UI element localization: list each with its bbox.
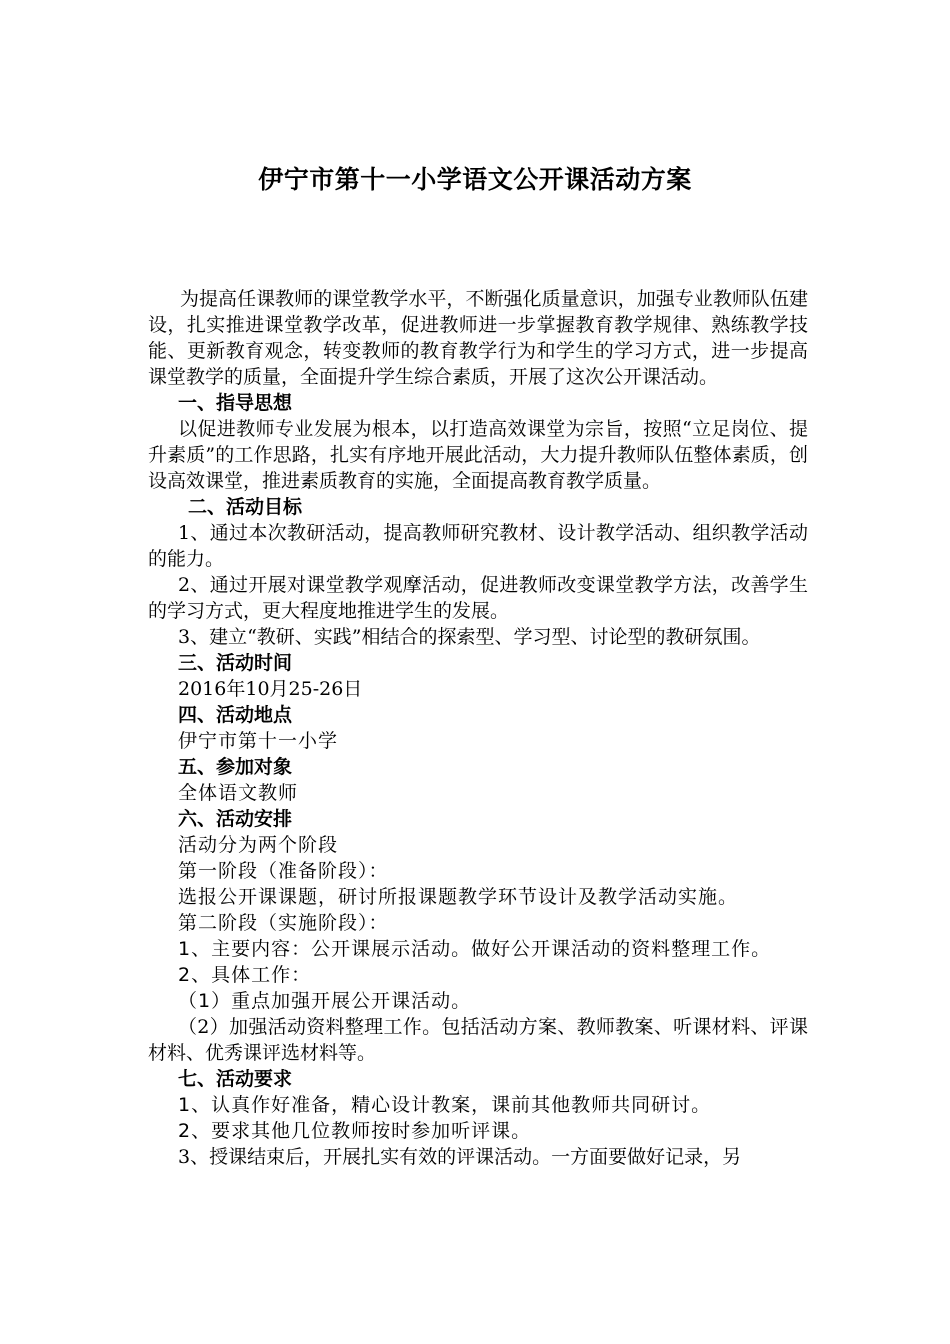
arrangement-line: 活动分为两个阶段 <box>178 834 339 856</box>
requirement-item: 2、要求其他几位教师按时参加听评课。 <box>178 1120 532 1142</box>
arrangement-line: （1）重点加强开展公开课活动。 <box>178 990 472 1012</box>
goal-item: 1、通过本次教研活动，提高教师研究教材、设计教学活动、组织教学活动的能力。 <box>148 522 808 570</box>
arrangement-line: 1、主要内容：公开课展示活动。做好公开课活动的资料整理工作。 <box>178 938 772 960</box>
section-heading-guiding-ideology: 一、指导思想 <box>178 392 293 414</box>
requirement-item: 3、授课结束后，开展扎实有效的评课活动。一方面要做好记录，另 <box>178 1146 742 1168</box>
section-heading-activity-goals: 二、活动目标 <box>188 496 303 518</box>
section-heading-activity-arrangement: 六、活动安排 <box>178 808 293 830</box>
requirement-item: 1、认真作好准备，精心设计教案，课前其他教师共同研讨。 <box>178 1094 712 1116</box>
section-heading-activity-time: 三、活动时间 <box>178 652 293 674</box>
arrangement-line: 2、具体工作： <box>178 964 312 986</box>
activity-location-text: 伊宁市第十一小学 <box>178 730 339 752</box>
section-heading-participants: 五、参加对象 <box>178 756 293 778</box>
document-body <box>148 286 808 1170</box>
arrangement-line: 第一阶段（准备阶段）： <box>178 860 389 882</box>
guiding-ideology-text: 以促进教师专业发展为根本，以打造高效课堂为宗旨，按照“立足岗位、提升素质”的工作思路，扎实有序地开展此活动，大力提升教师队伍整体素质，创设高效课堂，推进素质教育的实施，全面提高教育教学质量。 <box>148 418 808 492</box>
participants-text: 全体语文教师 <box>178 782 299 804</box>
intro-paragraph: 为提高任课教师的课堂教学水平，不断强化质量意识，加强专业教师队伍建设，扎实推进课堂教学改革，促进教师进一步掌握教育教学规律、熟练教学技能、更新教育观念，转变教师的教育教学行为和学生的学习方式，进一步提高课堂教学的质量，全面提升学生综合素质，开展了这次公开课活动。 <box>148 288 808 388</box>
goal-item: 3、建立“教研、实践”相结合的探索型、学习型、讨论型的教研氛围。 <box>178 626 761 648</box>
section-heading-activity-location: 四、活动地点 <box>178 704 293 726</box>
arrangement-line: 第二阶段（实施阶段）： <box>178 912 389 934</box>
arrangement-line: 选报公开课课题，研讨所报课题教学环节设计及教学活动实施。 <box>178 886 739 908</box>
section-heading-activity-requirements: 七、活动要求 <box>178 1068 293 1090</box>
document-title: 伊宁市第十一小学语文公开课活动方案 <box>258 165 692 194</box>
activity-time-text: 2016年10月25-26日 <box>178 678 363 700</box>
arrangement-line: （2）加强活动资料整理工作。包括活动方案、教师教案、听课材料、评课材料、优秀课评选材料等。 <box>148 1016 808 1064</box>
goal-item: 2、通过开展对课堂教学观摩活动，促进教师改变课堂教学方法，改善学生的学习方式，更大程度地推进学生的发展。 <box>148 574 808 622</box>
